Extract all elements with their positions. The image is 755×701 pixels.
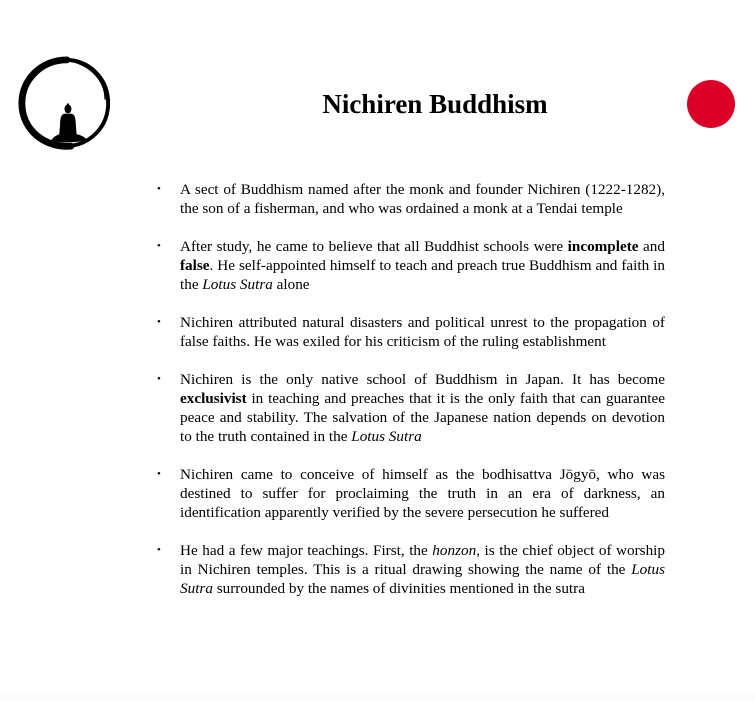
bullet-text: He had a few major teachings. First, the (180, 542, 433, 559)
bullet-item (157, 180, 665, 218)
bold-term: exclusivist (180, 390, 247, 407)
bullet-text: . He self-appointed himself to teach and preach true Buddhism and faith in the (180, 257, 665, 293)
bullet-dot-icon: • (157, 183, 161, 195)
italic-term: Lotus Sutra (351, 428, 422, 445)
bullet-item (157, 465, 665, 522)
bullet-item (157, 370, 665, 446)
bullet-text: surrounded by the names of divinities mentioned in the sutra (212, 580, 585, 597)
bullet-dot-icon: • (157, 373, 161, 385)
bullet-dot-icon: • (157, 240, 161, 252)
bullet-text: in teaching and preaches that it is the only faith that can guarantee peace and stability. The salvation of the Japanese nation depends on devotion to the truth contained in the (180, 390, 665, 445)
bold-term: incomplete (567, 238, 639, 255)
bullet-item (157, 313, 665, 351)
bullet-text: Nichiren attributed natural disasters and political unrest to the propagation of false faiths. He was exiled for his criticism of the ruling establishment (180, 314, 665, 350)
italic-term: Lotus Sutra (202, 276, 273, 293)
bullet-text: alone (272, 276, 310, 293)
bullet-dot-icon: • (157, 468, 161, 480)
slide-title: Nichiren Buddhism (322, 89, 548, 119)
bullet-text: Nichiren came to conceive of himself as the bodhisattva Jōgyō, who was destined to suffer for proclaiming the truth in an era of darkness, an identification apparently verified by the severe persecution he suffered (180, 466, 665, 521)
bold-term: false (180, 257, 210, 274)
bullet-text: A sect of Buddhism named after the monk and founder Nichiren (1222-1282), the son of a fisherman, and who was ordained a monk at a Tendai temple (180, 181, 665, 217)
bullet-dot-icon: • (157, 316, 161, 328)
italic-term: honzon (432, 542, 477, 559)
italic-term: Lotus Sutra (180, 561, 665, 597)
bullet-text: After study, he came to believe that all Buddhist schools were (180, 238, 568, 255)
bullet-list (157, 180, 665, 617)
bullet-text: Nichiren is the only native school of Buddhism in Japan. It has become (180, 371, 665, 388)
bullet-text: and (638, 238, 665, 255)
page-bottom-edge (0, 690, 755, 701)
bullet-item (157, 237, 665, 294)
bullet-item (157, 541, 665, 598)
bullet-dot-icon: • (157, 544, 161, 556)
bullet-text: , is the chief object of worship in Nichiren temples. This is a ritual drawing showing the name of the (180, 542, 665, 578)
